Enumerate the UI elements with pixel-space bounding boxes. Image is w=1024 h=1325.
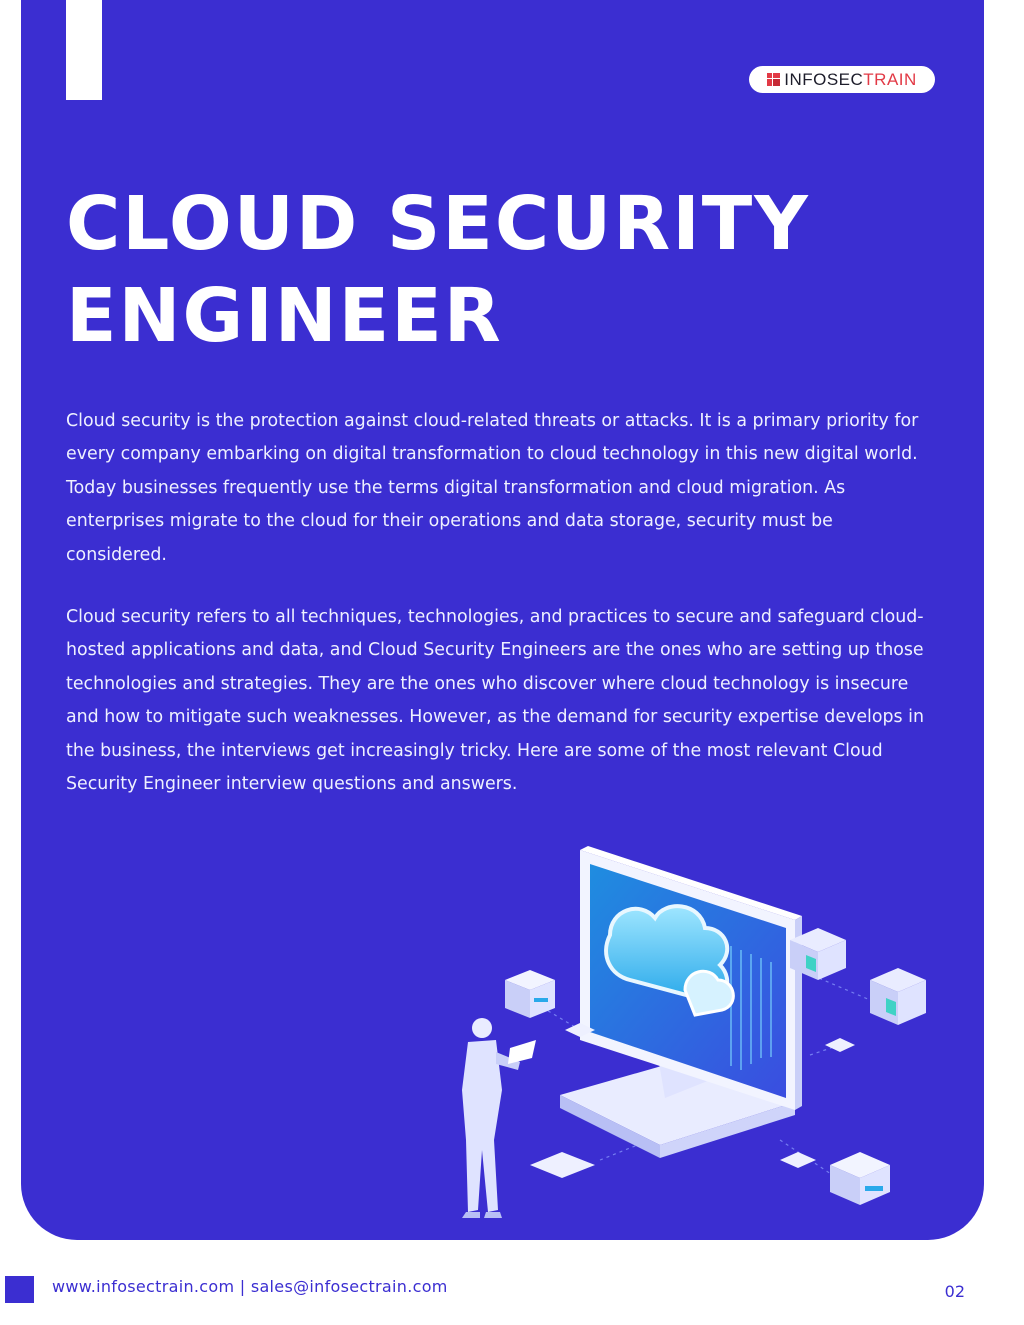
detail-paragraph: Cloud security refers to all techniques, technologies, and practices to secure and safeguard cloud-hosted applications and data, and Cloud Security Engineers are the ones who are setting up those technologies and strategies. They are the ones who discover where cloud technology is insecure and how to mitigate such weaknesses. However, as the demand for security expertise develops in the business, the interviews get increasingly tricky. Here are some of the most relevant Cloud Security Engineer interview questions and answers. — [66, 607, 924, 795]
server-cube-icon — [505, 970, 555, 1018]
page-title-line-1: CLOUD SECURITY — [66, 181, 810, 267]
page-title — [66, 178, 946, 362]
page-title-line-2: ENGINEER — [66, 273, 503, 359]
logo-brand-strong: INFOSEC — [784, 70, 864, 89]
cloud-security-monitor-illustration — [450, 840, 950, 1240]
footer-square — [5, 1276, 34, 1303]
accent-bar — [66, 0, 102, 100]
person-figure-icon — [462, 1018, 536, 1218]
infosectrain-logo[interactable] — [749, 66, 935, 93]
server-cube-icon — [870, 968, 926, 1025]
server-cube-icon — [830, 1152, 890, 1205]
footer-contact[interactable]: www.infosectrain.com | sales@infosectrain.com — [52, 1277, 448, 1296]
infosectrain-logo-icon — [767, 73, 780, 86]
page-number: 02 — [944, 1282, 965, 1301]
logo-brand-light: TRAIN — [863, 70, 917, 89]
logo-wordmark — [784, 71, 917, 88]
intro-paragraph: Cloud security is the protection against cloud-related threats or attacks. It is a primary priority for every company embarking on digital transformation to cloud technology in this new digital world. Today businesses frequently use the terms digital transformation and cloud migration. As enterprises migrate to the cloud for their operations and data storage, security must be considered. — [66, 411, 919, 565]
